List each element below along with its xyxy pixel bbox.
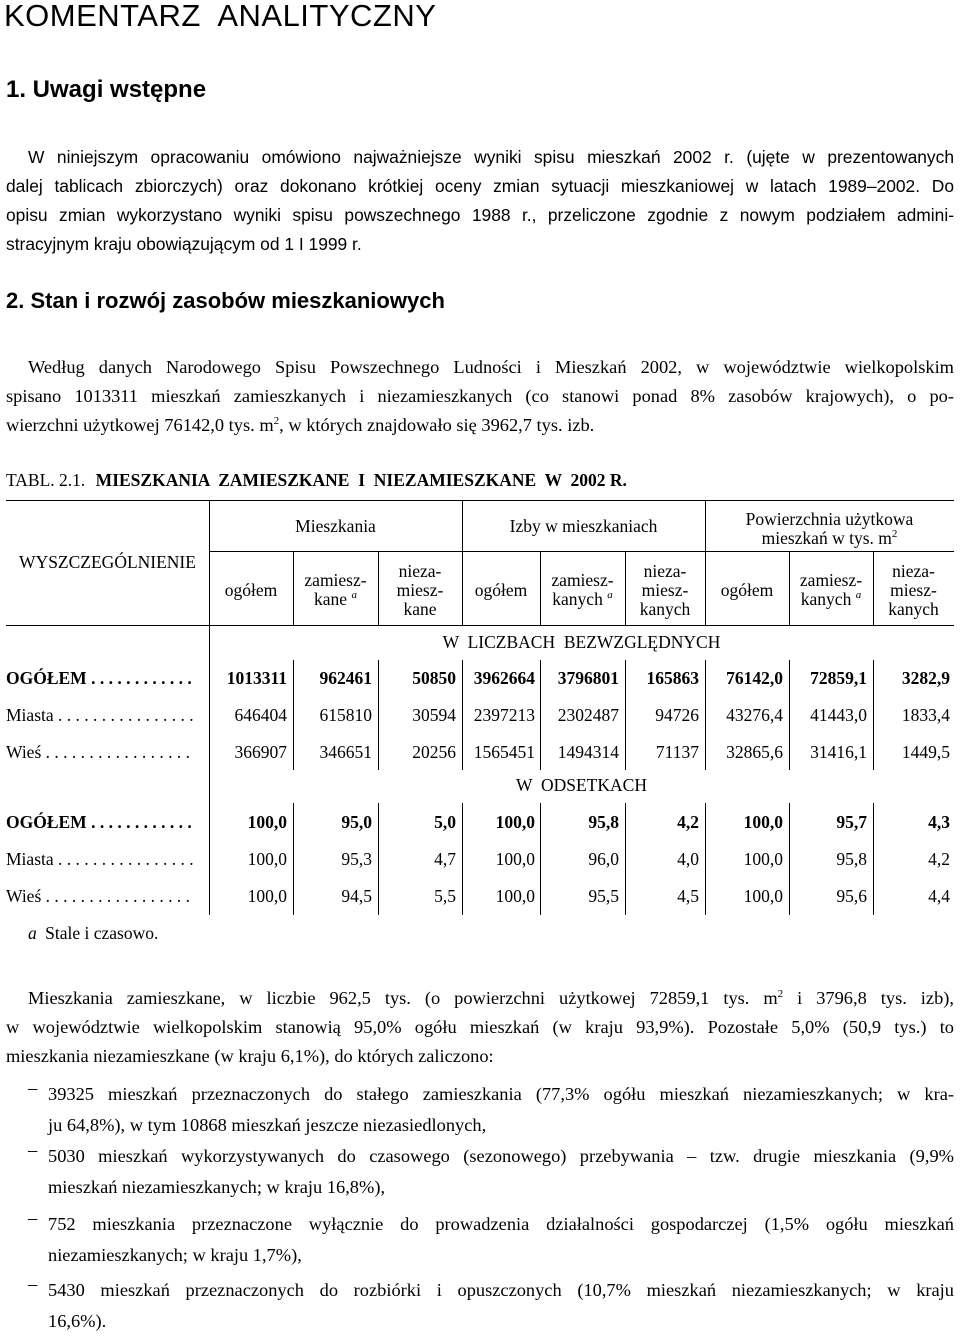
table-cell: 5,5 <box>434 886 456 906</box>
table-cell: 5,0 <box>434 812 456 832</box>
subheader-text: kanych <box>552 589 603 609</box>
table-cell: 20256 <box>412 742 456 762</box>
table-cell: 4,2 <box>928 849 950 869</box>
section-3-paragraph <box>6 984 954 1071</box>
table-cell: 1565451 <box>473 742 535 762</box>
table-cell: 100,0 <box>247 849 287 869</box>
subheader-total: ogółem <box>224 580 278 600</box>
table-cell: 100,0 <box>743 812 783 832</box>
table-cell: 95,6 <box>836 886 867 906</box>
row-label <box>6 668 206 689</box>
bullet-dash: – <box>28 1209 38 1229</box>
row-label-text: OGÓŁEM <box>6 668 87 688</box>
subheader-total: ogółem <box>720 580 774 600</box>
bullet-item <box>48 1141 954 1203</box>
subheader-text: kanych <box>888 599 939 619</box>
paragraph-line <box>6 984 954 1013</box>
row-label-text: OGÓŁEM <box>6 812 87 832</box>
table-cell: 346651 <box>319 742 372 762</box>
table-cell: 41443,0 <box>810 705 867 725</box>
superscript: 2 <box>891 528 898 541</box>
bullet-line: ju 64,8%), w tym 10868 mieszkań jeszcze niezasiedlonych, <box>48 1115 487 1135</box>
paragraph-line: opisu zmian wykorzystano wyniki spisu powszechnego 1988 r., przeliczone zgodnie z nowym podziałem admini- <box>6 205 954 225</box>
table-cell: 32865,6 <box>726 742 783 762</box>
group-rule <box>209 551 462 552</box>
row-label <box>6 812 206 833</box>
table-cell: 4,5 <box>677 886 699 906</box>
paragraph-line: mieszkania niezamieszkane (w kraju 6,1%), do których zaliczono: <box>6 1046 494 1066</box>
text-run: Mieszkania zamieszkane, w liczbie 962,5 tys. (o powierzchni użytkowej 72859,1 tys. m <box>28 988 778 1008</box>
subheader-text: nieza- <box>643 561 687 581</box>
table-cell: 50850 <box>412 668 456 688</box>
subheader-total: ogółem <box>474 580 528 600</box>
group-rule <box>462 551 705 552</box>
table-cell: 3282,9 <box>901 668 950 688</box>
table-header-rule <box>6 625 954 626</box>
group-header-area-line1: Powierzchnia użytkowa <box>745 509 914 529</box>
bullet-line: 5430 mieszkań przeznaczonych do rozbiórki i opuszczonych (10,7% mieszkań niezamieszkanych; w kraju <box>48 1280 954 1300</box>
group-header-rooms: Izby w mieszkaniach <box>509 516 658 536</box>
paragraph-line <box>6 411 954 440</box>
subheader-text: zamiesz- <box>799 570 863 590</box>
bullet-dash: – <box>28 1079 38 1099</box>
table-cell: 100,0 <box>495 849 535 869</box>
table-cell: 615810 <box>319 705 372 725</box>
table-caption-title: MIESZKANIA ZAMIESZKANE I NIEZAMIESZKANE W 2002 R. <box>95 470 627 490</box>
table-cell: 1013311 <box>226 668 287 688</box>
table-cell: 100,0 <box>247 886 287 906</box>
table-cell: 95,8 <box>588 812 619 832</box>
subheader-text: nieza- <box>892 561 935 581</box>
table-footnote <box>28 923 158 944</box>
row-label <box>6 886 206 907</box>
table-cell: 2397213 <box>473 705 535 725</box>
paragraph-line: dalej tablicach zbiorczych) oraz dokonano krótkiej oceny zmian sytuacji mieszkaniowej w latach 1989–2002. Do <box>6 176 954 196</box>
table-cell: 962461 <box>319 668 372 688</box>
table-cell: 1494314 <box>557 742 619 762</box>
bullet-line: 16,6%). <box>48 1311 107 1331</box>
subheader-text: kanych <box>639 599 691 619</box>
superscript: 2 <box>273 414 280 427</box>
bullet-item <box>48 1275 954 1337</box>
row-label <box>6 742 206 763</box>
section-1-paragraph <box>6 143 954 259</box>
bullet-dash: – <box>28 1275 38 1295</box>
table-cell: 3962664 <box>473 668 535 688</box>
leader-dots: . . . . . . . . . . . . . . . . . <box>41 886 191 906</box>
bullet-line: 39325 mieszkań przeznaczonych do stałego zamieszkania (77,3% ogółu mieszkań niezamieszkanych; w kra- <box>48 1084 954 1104</box>
table-cell: 72859,1 <box>810 668 867 688</box>
bullet-item <box>48 1079 954 1141</box>
subheader-unoccupied <box>378 562 462 619</box>
table-cell: 95,8 <box>836 849 867 869</box>
paragraph-line: Według danych Narodowego Spisu Powszechnego Ludności i Mieszkań 2002, w województwie wielkopolskim <box>28 357 954 377</box>
leader-dots: . . . . . . . . . . . . <box>86 812 192 832</box>
table-cell: 43276,4 <box>726 705 783 725</box>
row-label <box>6 849 206 870</box>
table-cell: 165863 <box>646 668 699 688</box>
text-run: wierzchni użytkowej 76142,0 tys. m <box>6 415 274 435</box>
table-top-rule <box>6 500 954 501</box>
paragraph-line: w województwie wielkopolskim stanowią 95,0% ogółu mieszkań (w kraju 93,9%). Pozostałe 5,0% (50,9 tys.) to <box>6 1017 954 1037</box>
bullet-line: 752 mieszkania przeznaczone wyłącznie do prowadzenia działalności gospodarczej (1,5% ogółu mieszkań <box>48 1214 954 1234</box>
subheader-text: kanych <box>800 589 852 609</box>
text-run: , w których znajdowało się 3962,7 tys. izb. <box>279 415 595 435</box>
table-caption <box>6 470 627 491</box>
subheader-text: miesz- <box>890 580 937 600</box>
subheader-occupied <box>540 571 625 609</box>
table-cell: 3796801 <box>557 668 619 688</box>
row-label-text: Miasta <box>6 849 54 869</box>
paragraph-line: W niniejszym opracowaniu omówiono najważniejsze wyniki spisu mieszkań 2002 r. (ujęte w prezentowanych <box>28 147 954 167</box>
section-2-paragraph <box>6 353 954 440</box>
leader-dots: . . . . . . . . . . . . . . . . <box>53 705 194 725</box>
group-rule <box>705 551 954 552</box>
row-label-text: Wieś <box>6 886 42 906</box>
row-label <box>6 705 206 726</box>
subheader-text: zamiesz- <box>551 570 614 590</box>
band-percent: W ODSETKACH <box>516 775 647 795</box>
subheader-text: nieza- <box>398 561 442 581</box>
stub-header: WYSZCZEGÓLNIENIE <box>19 552 196 572</box>
footnote-mark: a <box>28 923 37 943</box>
footnote-mark: a <box>351 589 357 602</box>
table-cell: 646404 <box>234 705 287 725</box>
bullet-dash: – <box>28 1141 38 1161</box>
table-cell: 76142,0 <box>726 668 783 688</box>
superscript: 2 <box>777 987 784 1000</box>
subheader-text: miesz- <box>396 580 444 600</box>
row-label-text: Wieś <box>6 742 42 762</box>
table-cell: 4,4 <box>928 886 950 906</box>
bullet-line: mieszkań niezamieszkanych; w kraju 16,8%), <box>48 1177 386 1197</box>
table-cell: 4,3 <box>928 812 950 832</box>
table-cell: 96,0 <box>588 849 619 869</box>
paragraph-line: stracyjnym kraju obowiązującym od 1 I 1999 r. <box>6 234 362 254</box>
table-cell: 95,7 <box>836 812 867 832</box>
leader-dots: . . . . . . . . . . . . <box>86 668 192 688</box>
table-cell: 366907 <box>234 742 287 762</box>
table-cell: 95,3 <box>341 849 372 869</box>
table-cell: 100,0 <box>743 886 783 906</box>
subheader-unoccupied <box>625 562 705 619</box>
table-cell: 4,7 <box>434 849 456 869</box>
group-header-area <box>705 510 954 548</box>
group-header-dwellings: Mieszkania <box>295 516 376 536</box>
table-cell: 100,0 <box>495 812 535 832</box>
section-1-heading: 1. Uwagi wstępne <box>6 76 207 103</box>
band-absolute: W LICZBACH BEZWZGLĘDNYCH <box>442 632 721 652</box>
leader-dots: . . . . . . . . . . . . . . . . . <box>41 742 191 762</box>
table-cell: 1449,5 <box>901 742 950 762</box>
table-cell: 31416,1 <box>810 742 867 762</box>
subheader-unoccupied <box>873 562 954 619</box>
subheader-occupied <box>789 571 873 609</box>
subheader-text: miesz- <box>641 580 689 600</box>
table-cell: 30594 <box>412 705 456 725</box>
table-cell: 95,0 <box>341 812 372 832</box>
table-cell: 94726 <box>655 705 699 725</box>
subheader-occupied <box>293 571 378 609</box>
table-cell: 4,0 <box>677 849 699 869</box>
bullet-item <box>48 1209 954 1271</box>
table-cell: 95,5 <box>588 886 619 906</box>
table-caption-prefix: TABL. 2.1. <box>6 470 86 490</box>
subheader-text: zamiesz- <box>304 570 367 590</box>
subheader-text: kane <box>403 599 437 619</box>
bullet-line: 5030 mieszkań wykorzystywanych do czasowego (sezonowego) przebywania – tzw. drugie mieszkania (9,9% <box>48 1146 954 1166</box>
text-run: i 3796,8 tys. izb), <box>783 988 954 1008</box>
table-cell: 4,2 <box>677 812 699 832</box>
group-header-area-line2: mieszkań w tys. m <box>761 528 892 548</box>
bullet-line: niezamieszkanych; w kraju 1,7%), <box>48 1245 302 1265</box>
table-cell: 100,0 <box>743 849 783 869</box>
paragraph-line: spisano 1013311 mieszkań zamieszkanych i niezamieszkanych (co stanowi ponad 8% zasobów krajowych), o po- <box>6 386 954 406</box>
row-label-text: Miasta <box>6 705 54 725</box>
table-cell: 1833,4 <box>901 705 950 725</box>
leader-dots: . . . . . . . . . . . . . . . . <box>53 849 194 869</box>
section-2-heading: 2. Stan i rozwój zasobów mieszkaniowych <box>6 288 445 313</box>
page-title: KOMENTARZ ANALITYCZNY <box>4 0 437 33</box>
table-cell: 94,5 <box>341 886 372 906</box>
footnote-mark: a <box>607 589 613 602</box>
table-cell: 2302487 <box>557 705 619 725</box>
footnote-text: Stale i czasowo. <box>45 923 159 943</box>
subheader-text: kane <box>314 589 348 609</box>
table-cell: 71137 <box>655 742 699 762</box>
table-cell: 100,0 <box>495 886 535 906</box>
footnote-mark: a <box>855 589 862 602</box>
table-cell: 100,0 <box>247 812 287 832</box>
